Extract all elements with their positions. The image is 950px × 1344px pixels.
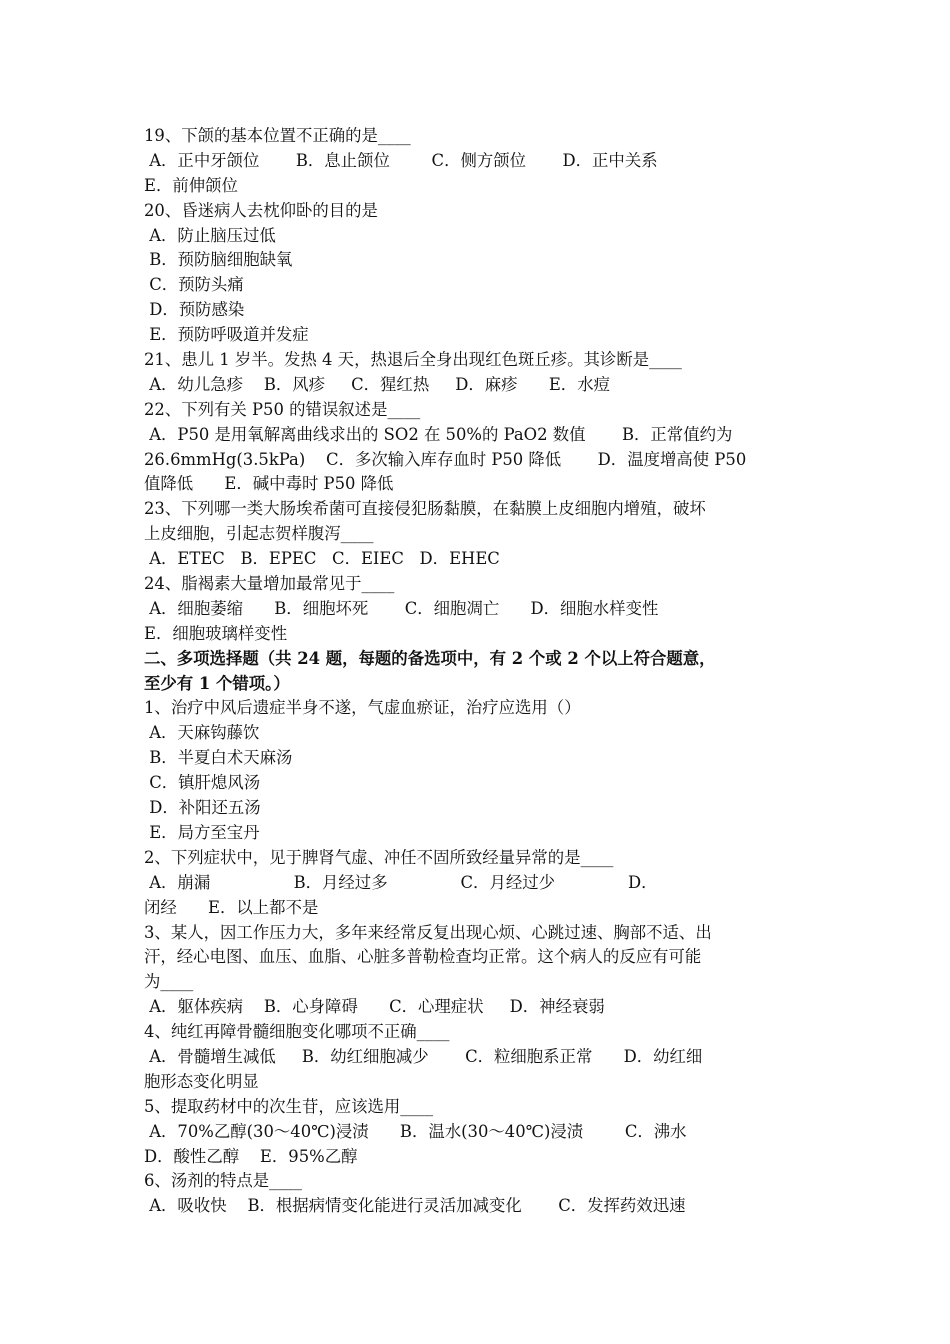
question-20-option-b: B．预防脑细胞缺氧 xyxy=(144,250,293,270)
question-23-stem-2: 上皮细胞，引起志贺样腹泻____ xyxy=(144,524,374,544)
question-23-options: A．ETEC B．EPEC C．EIEC D．EHEC xyxy=(144,549,500,569)
mq-5-options: A．70%乙醇(30～40℃)浸渍 B．温水(30～40℃)浸渍 C．沸水 xyxy=(144,1121,687,1141)
mq-6-stem: 6、汤剂的特点是____ xyxy=(144,1171,302,1191)
mq-5-stem: 5、提取药材中的次生苷，应该选用____ xyxy=(144,1096,434,1116)
question-22-stem: 22、下列有关 P50 的错误叙述是____ xyxy=(144,399,421,419)
mq-1-option-c: C．镇肝熄风汤 xyxy=(144,773,261,793)
question-20-option-c: C．预防头痛 xyxy=(144,275,244,295)
question-24-options: A．细胞萎缩 B．细胞坏死 C．细胞凋亡 D．细胞水样变性 xyxy=(144,598,659,618)
mq-3-stem-2: 汗，经心电图、血压、血脂、心脏多普勒检查均正常。这个病人的反应有可能 xyxy=(144,947,702,967)
mq-1-option-b: B．半夏白术天麻汤 xyxy=(144,748,293,768)
mq-1-stem: 1、治疗中风后遗症半身不遂，气虚血瘀证，治疗应选用（） xyxy=(144,698,581,718)
question-19-options: A．正中牙颌位 B．息止颌位 C．侧方颌位 D．正中关系 xyxy=(144,150,658,170)
question-20-option-e: E．预防呼吸道并发症 xyxy=(144,325,309,345)
mq-1-option-e: E．局方至宝丹 xyxy=(144,822,260,842)
mq-2-options: A．崩漏 B．月经过多 C．月经过少 D． xyxy=(144,872,658,892)
mq-4-options: A．骨髓增生减低 B．幼红细胞减少 C．粒细胞系正常 D．幼红细 xyxy=(144,1046,703,1066)
question-20-stem: 20、昏迷病人去枕仰卧的目的是 xyxy=(144,200,378,220)
mq-2-stem: 2、下列症状中，见于脾肾气虚、冲任不固所致经量异常的是____ xyxy=(144,847,614,867)
question-19-stem: 19、下颌的基本位置不正确的是____ xyxy=(144,126,411,145)
mq-1-option-a: A．天麻钩藤饮 xyxy=(144,723,260,743)
mq-6-options: A．吸收快 B．根据病情变化能进行灵活加减变化 C．发挥药效迅速 xyxy=(144,1196,686,1216)
mq-2-options-cont: 闭经 E．以上都不是 xyxy=(144,897,319,917)
question-20-option-a: A．防止脑压过低 xyxy=(144,225,276,245)
mq-4-options-cont: 胞形态变化明显 xyxy=(144,1071,259,1091)
question-24-stem: 24、脂褐素大量增加最常见于____ xyxy=(144,574,395,594)
mq-1-option-d: D．补阳还五汤 xyxy=(144,798,261,818)
question-21-options: A．幼儿急疹 B．风疹 C．猩红热 D．麻疹 E．水痘 xyxy=(144,374,610,394)
mq-3-stem-1: 3、某人，因工作压力大，多年来经常反复出现心烦、心跳过速、胸部不适、出 xyxy=(144,922,712,942)
question-22-options-3: 值降低 E．碱中毒时 P50 降低 xyxy=(144,474,394,494)
question-22-options-2: 26.6mmHg(3.5kPa) C．多次输入库存血时 P50 降低 D．温度增高使 P50 xyxy=(144,449,747,469)
section-heading-2: 至少有 1 个错项。） xyxy=(144,673,290,693)
document-page xyxy=(144,124,808,1219)
mq-5-options-cont: D．酸性乙醇 E．95%乙醇 xyxy=(144,1146,358,1166)
question-23-stem-1: 23、下列哪一类大肠埃希菌可直接侵犯肠黏膜，在黏膜上皮细胞内增殖，破坏 xyxy=(144,499,706,519)
mq-3-stem-3: 为____ xyxy=(144,972,194,992)
section-heading-1: 二、多项选择题（共 24 题，每题的备选项中，有 2 个或 2 个以上符合题意， xyxy=(144,648,716,668)
question-21-stem: 21、患儿 1 岁半。发热 4 天，热退后全身出现红色斑丘疹。其诊断是____ xyxy=(144,350,682,370)
question-20-option-d: D．预防感染 xyxy=(144,300,245,320)
mq-3-options: A．躯体疾病 B．心身障碍 C．心理症状 D．神经衰弱 xyxy=(144,997,605,1017)
question-19-options-cont: E．前伸颌位 xyxy=(144,175,238,195)
question-22-options-1: A．P50 是用氧解离曲线求出的 SO2 在 50%的 PaO2 数值 B．正常值约为 xyxy=(144,424,733,444)
mq-4-stem: 4、纯红再障骨髓细胞变化哪项不正确____ xyxy=(144,1022,450,1042)
question-24-options-cont: E．细胞玻璃样变性 xyxy=(144,623,288,643)
